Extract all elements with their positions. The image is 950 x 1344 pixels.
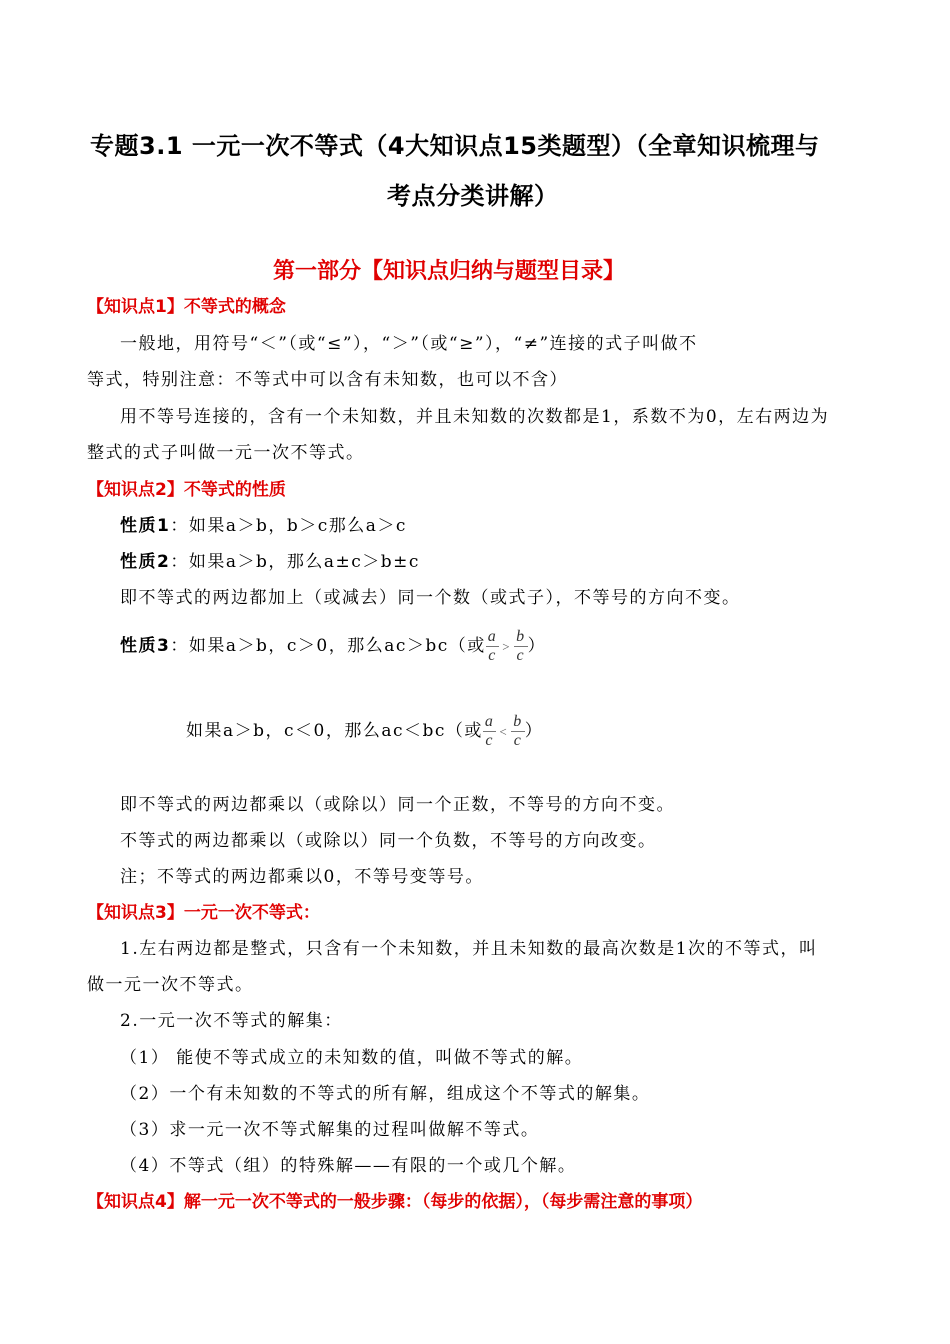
fraction-b-over-c-2: $\frac{b}{c}$ (513, 713, 523, 749)
kp1-p2-line1: 用不等号连接的，含有一个未知数，并且未知数的次数都是1，系数不为0，左右两边为 (120, 407, 830, 427)
part1-heading: 第一部分【知识点归纳与题型目录】 (273, 259, 626, 284)
kp2-prop3b (186, 713, 543, 750)
kp2-note3: 注；不等式的两边都乘以0，不等号变等号。 (120, 867, 484, 887)
kp2-note1: 即不等式的两边都乘以（或除以）同一个正数，不等号的方向不变。 (120, 795, 675, 815)
kp2-prop3 (120, 628, 546, 665)
prop2-text: ：如果a＞b，那么a±c＞b±c (170, 552, 420, 572)
prop3-text: ：如果a＞b，c＞0，那么ac＞bc（或 (170, 636, 486, 656)
kp3-def-line2: 做一元一次不等式。 (87, 975, 254, 995)
kp2-heading: 【知识点2】不等式的性质 (87, 480, 286, 500)
prop3-label: 性质3 (120, 636, 171, 656)
kp2-prop2-note: 即不等式的两边都加上（或减去）同一个数（或式子），不等号的方向不变。 (120, 588, 741, 608)
kp1-p1-line1: 一般地，用符号“＜”（或“≤”），“＞”（或“≥”），“≠”连接的式子叫做不 (120, 334, 698, 354)
doc-title-line1: 专题3.1 一元一次不等式（4大知识点15类题型）（全章知识梳理与 (90, 132, 820, 160)
greater-than-symbol: > (502, 638, 512, 654)
less-than-symbol: < (499, 723, 509, 739)
kp3-item-1: （1） 能使不等式成立的未知数的值，叫做不等式的解。 (120, 1048, 584, 1068)
kp3-sol-title: 2.一元一次不等式的解集： (120, 1011, 343, 1031)
kp3-item-2: （2）一个有未知数的不等式的所有解，组成这个不等式的解集。 (120, 1084, 651, 1104)
kp3-def-line1: 1.左右两边都是整式，只含有一个未知数，并且未知数的最高次数是1次的不等式，叫 (120, 939, 818, 959)
kp1-p1-line2: 等式，特别注意：不等式中可以含有未知数，也可以不含） (87, 370, 568, 390)
kp1-p2-line2: 整式的式子叫做一元一次不等式。 (87, 443, 365, 463)
kp3-item-3: （3）求一元一次不等式解集的过程叫做解不等式。 (120, 1120, 540, 1140)
fraction-b-over-c: $\frac{b}{c}$ (516, 628, 526, 664)
kp1-heading: 【知识点1】不等式的概念 (87, 297, 286, 317)
kp3-item-4: （4）不等式（组）的特殊解——有限的一个或几个解。 (120, 1156, 577, 1176)
fraction-a-over-c: $\frac{a}{c}$ (487, 628, 498, 664)
prop2-label: 性质2 (120, 552, 171, 572)
kp2-prop1 (120, 511, 407, 536)
fraction-a-over-c-2: $\frac{a}{c}$ (484, 713, 495, 749)
prop3b-close-paren: ） (524, 721, 544, 741)
kp2-prop2 (120, 547, 420, 572)
prop3-close-paren: ） (527, 636, 547, 656)
doc-title-line2: 考点分类讲解） (387, 182, 559, 210)
prop1-label: 性质1 (120, 516, 171, 536)
kp3-heading: 【知识点3】一元一次不等式： (87, 903, 320, 923)
prop1-text: ：如果a＞b，b＞c那么a＞c (170, 516, 407, 536)
prop3b-text: 如果a＞b，c＜0，那么ac＜bc（或 (186, 721, 483, 741)
kp2-note2: 不等式的两边都乘以（或除以）同一个负数，不等号的方向改变。 (120, 831, 657, 851)
kp4-heading: 【知识点4】解一元一次不等式的一般步骤：（每步的依据），（每步需注意的事项） (87, 1192, 703, 1212)
